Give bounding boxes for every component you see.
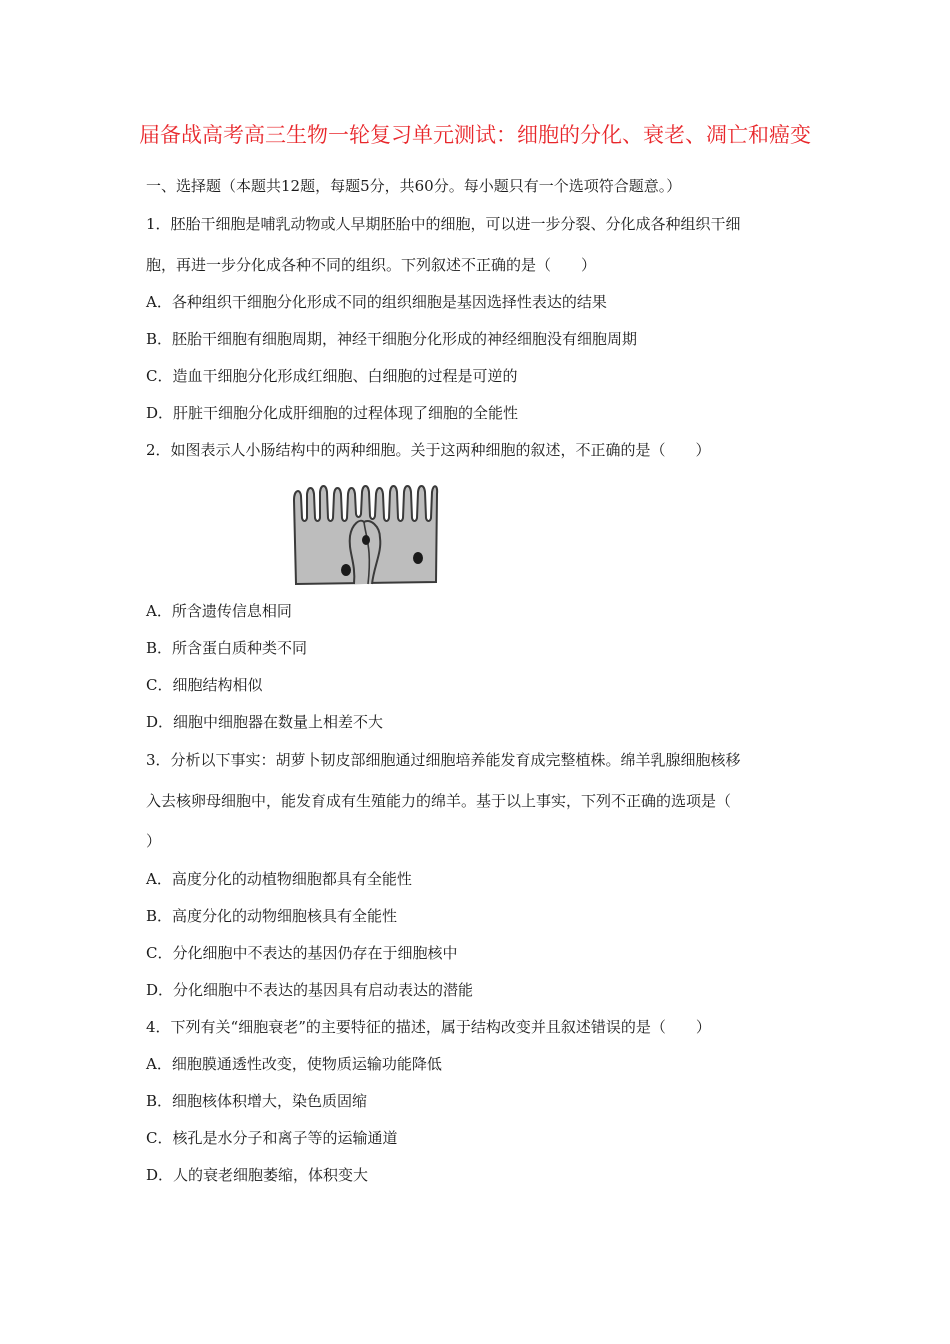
question-3-option-c: C．分化细胞中不表达的基因仍存在于细胞核中	[146, 944, 458, 962]
question-2-option-c: C．细胞结构相似	[146, 676, 263, 694]
question-1-option-d: D．肝脏干细胞分化成肝细胞的过程体现了细胞的全能性	[146, 404, 519, 422]
question-4-option-a: A．细胞膜通透性改变，使物质运输功能降低	[146, 1055, 442, 1073]
question-3-stem-line-2: 入去核卵母细胞中，能发育成有生殖能力的绵羊。基于以上事实，下列不正确的选项是（	[146, 792, 732, 810]
question-3-stem-line-1: 3．分析以下事实：胡萝卜韧皮部细胞通过细胞培养能发育成完整植株。绵羊乳腺细胞核移	[146, 751, 741, 769]
question-4-option-b: B．细胞核体积增大，染色质固缩	[146, 1092, 368, 1110]
question-1-option-c: C．造血干细胞分化形成红细胞、白细胞的过程是可逆的	[146, 367, 518, 385]
question-3-option-a: A．高度分化的动植物细胞都具有全能性	[146, 870, 412, 888]
intestine-cells-figure	[288, 478, 440, 590]
question-2-option-b: B．所含蛋白质种类不同	[146, 639, 308, 657]
question-2-option-a: A．所含遗传信息相同	[146, 602, 292, 620]
question-4-stem-line-1: 4．下列有关“细胞衰老”的主要特征的描述，属于结构改变并且叙述错误的是（ ）	[146, 1018, 711, 1036]
question-3-option-b: B．高度分化的动物细胞核具有全能性	[146, 907, 398, 925]
question-3-stem-line-3: ）	[146, 832, 162, 850]
question-3-option-d: D．分化细胞中不表达的基因具有启动表达的潜能	[146, 981, 474, 999]
question-2-option-d: D．细胞中细胞器在数量上相差不大	[146, 713, 384, 731]
question-4-option-c: C．核孔是水分子和离子等的运输通道	[146, 1129, 398, 1147]
nucleus-center	[362, 535, 370, 545]
question-1-option-b: B．胚胎干细胞有细胞周期，神经干细胞分化形成的神经细胞没有细胞周期	[146, 330, 638, 348]
question-2-stem-line-1: 2．如图表示人小肠结构中的两种细胞。关于这两种细胞的叙述，不正确的是（ ）	[146, 441, 711, 459]
question-1-stem-line-2: 胞，再进一步分化成各种不同的组织。下列叙述不正确的是（ ）	[146, 256, 597, 274]
question-1-option-a: A．各种组织干细胞分化形成不同的组织细胞是基因选择性表达的结果	[146, 293, 607, 311]
section-heading: 一、选择题（本题共12题，每题5分，共60分。每小题只有一个选项符合题意。）	[146, 177, 682, 195]
document-title: 届备战高考高三生物一轮复习单元测试：细胞的分化、衰老、凋亡和癌变	[139, 123, 811, 147]
question-4-option-d: D．人的衰老细胞萎缩，体积变大	[146, 1166, 369, 1184]
nucleus-left	[341, 564, 351, 576]
question-1-stem-line-1: 1．胚胎干细胞是哺乳动物或人早期胚胎中的细胞，可以进一步分裂、分化成各种组织干细	[146, 215, 741, 233]
nucleus-right	[413, 552, 423, 564]
